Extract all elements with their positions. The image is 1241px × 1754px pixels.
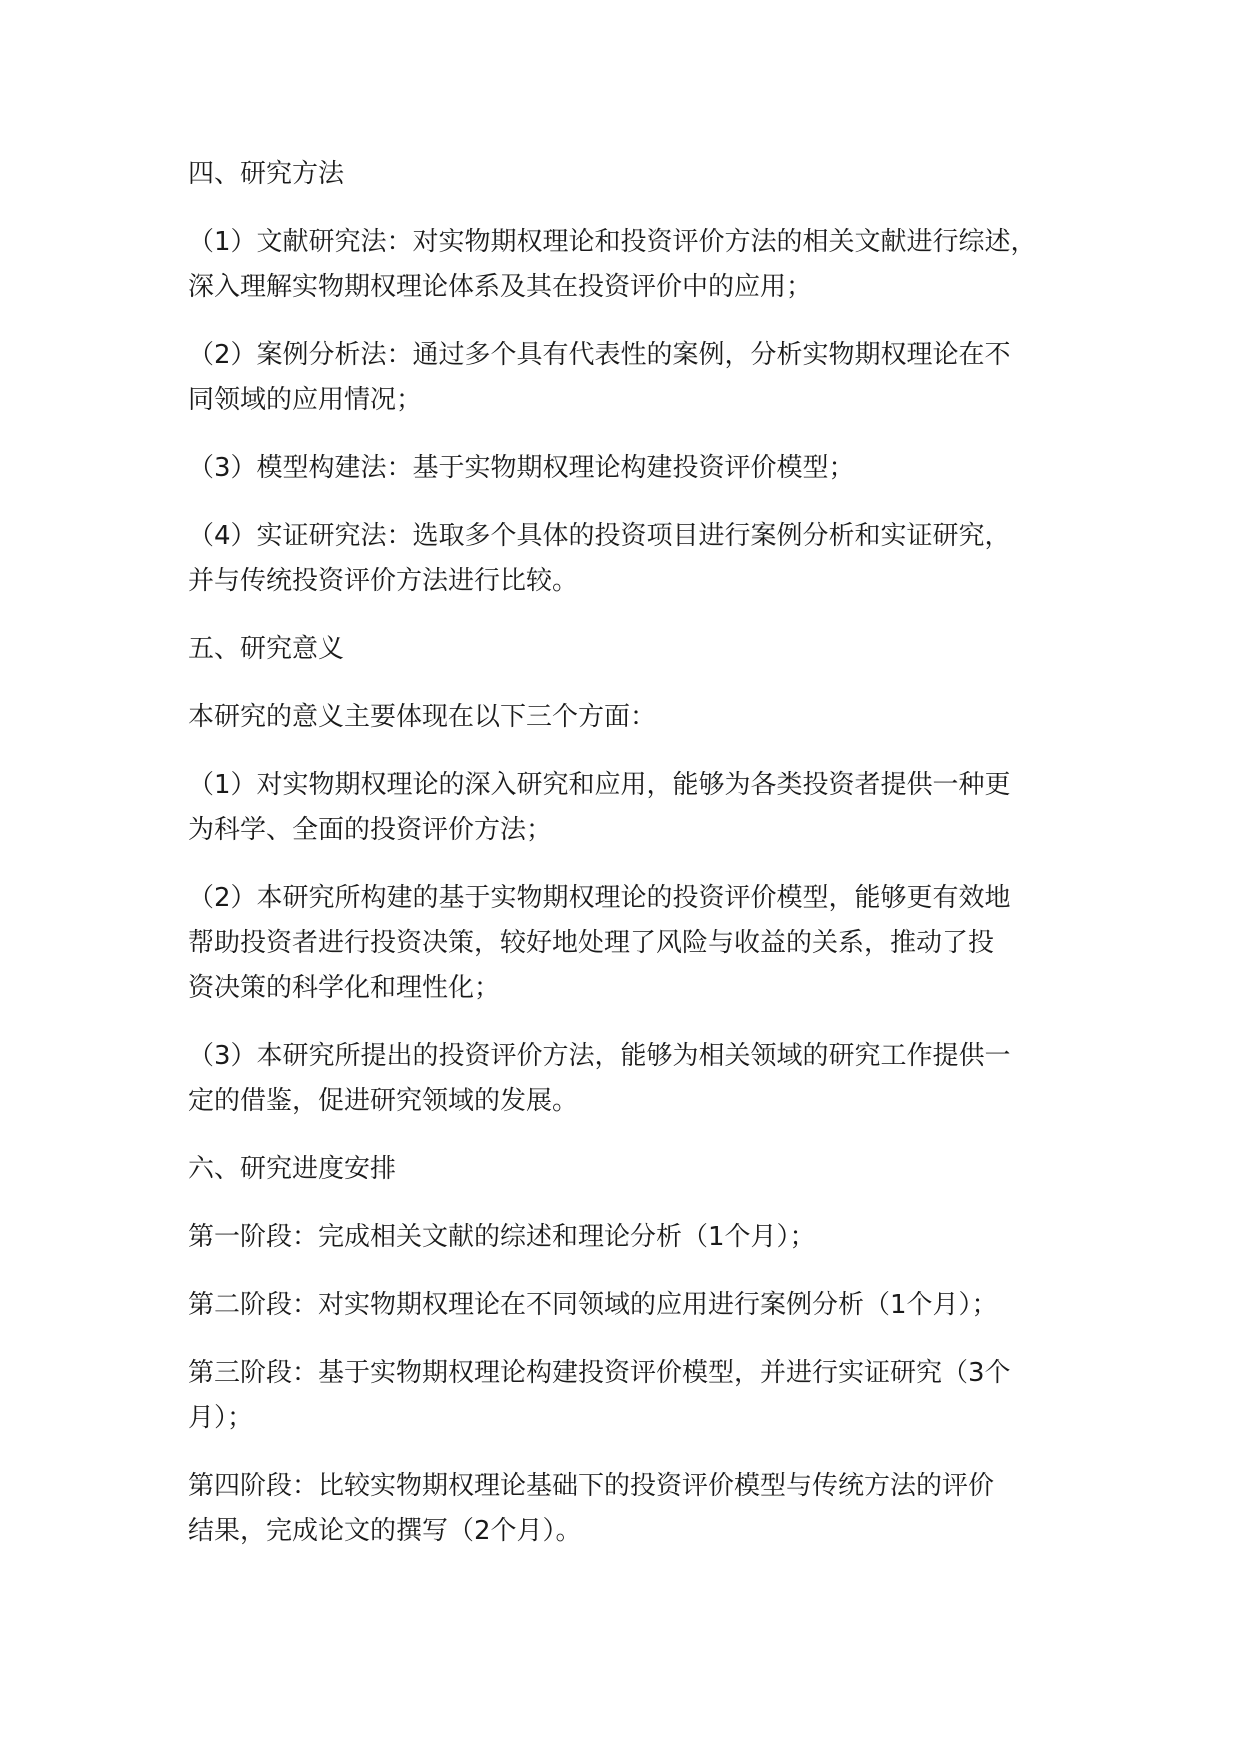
text-line: （4）实证研究法：选取多个具体的投资项目进行案例分析和实证研究， — [188, 521, 1011, 551]
paragraph — [188, 514, 1088, 604]
text-line: 第四阶段：比较实物期权理论基础下的投资评价模型与传统方法的评价 — [188, 1471, 995, 1501]
text-line: 为科学、全面的投资评价方法； — [188, 815, 553, 845]
paragraph — [188, 220, 1088, 310]
text-line: （1）对实物期权理论的深入研究和应用，能够为各类投资者提供一种更 — [188, 770, 1011, 800]
text-line: 帮助投资者进行投资决策，较好地处理了风险与收益的关系，推动了投 — [188, 928, 995, 958]
text-line: 同领域的应用情况； — [188, 385, 423, 415]
paragraph — [188, 1147, 1088, 1192]
paragraph — [188, 1283, 1088, 1328]
text-line: 第一阶段：完成相关文献的综述和理论分析（1个月）； — [188, 1222, 816, 1252]
text-line: （1）文献研究法：对实物期权理论和投资评价方法的相关文献进行综述， — [188, 227, 1037, 257]
text-line: 月）； — [188, 1403, 254, 1433]
text-line: （2）案例分析法：通过多个具有代表性的案例，分析实物期权理论在不 — [188, 340, 1011, 370]
text-line: 深入理解实物期权理论体系及其在投资评价中的应用； — [188, 272, 813, 302]
text-line: （3）本研究所提出的投资评价方法，能够为相关领域的研究工作提供一 — [188, 1041, 1011, 1071]
paragraph — [188, 1034, 1088, 1124]
text-line: 定的借鉴，促进研究领域的发展。 — [188, 1086, 579, 1116]
text-line: 六、研究进度安排 — [188, 1154, 397, 1184]
text-line: （3）模型构建法：基于实物期权理论构建投资评价模型； — [188, 453, 855, 483]
paragraph — [188, 627, 1088, 672]
text-line: 四、研究方法 — [188, 159, 345, 189]
text-line: 第二阶段：对实物期权理论在不同领域的应用进行案例分析（1个月）； — [188, 1290, 998, 1320]
paragraph — [188, 1464, 1088, 1554]
paragraph — [188, 1351, 1088, 1441]
paragraph — [188, 446, 1088, 491]
paragraph — [188, 152, 1088, 197]
text-line: 并与传统投资评价方法进行比较。 — [188, 566, 579, 596]
paragraph — [188, 763, 1088, 853]
paragraph — [188, 1215, 1088, 1260]
text-line: 五、研究意义 — [188, 634, 345, 664]
paragraph — [188, 876, 1088, 1011]
text-line: 结果，完成论文的撰写（2个月）。 — [188, 1516, 582, 1546]
paragraph — [188, 333, 1088, 423]
text-line: 资决策的科学化和理性化； — [188, 973, 501, 1003]
paragraph — [188, 695, 1088, 740]
text-line: 本研究的意义主要体现在以下三个方面： — [188, 702, 657, 732]
document-body — [188, 152, 1088, 1577]
text-line: 第三阶段：基于实物期权理论构建投资评价模型，并进行实证研究（3个 — [188, 1358, 1011, 1388]
text-line: （2）本研究所构建的基于实物期权理论的投资评价模型，能够更有效地 — [188, 883, 1011, 913]
